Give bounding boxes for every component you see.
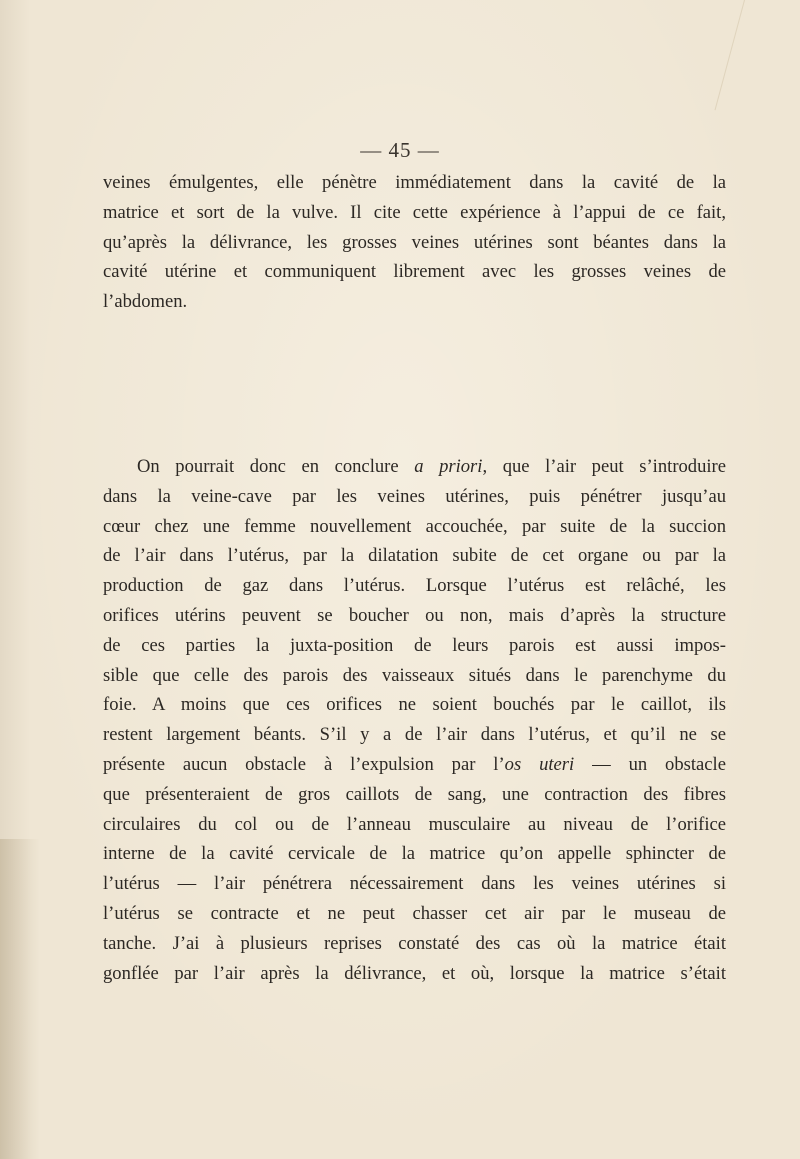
text-line: interne de la cavité cervicale de la matrice qu’on appelle sphincter de bbox=[103, 843, 726, 865]
text-line: sible que celle des parois des vaisseaux situés dans le parenchyme du bbox=[103, 664, 726, 686]
italic-text: os uteri bbox=[504, 753, 575, 775]
text-line: de l’air dans l’utérus, par la dilatation subite de cet organe ou par la bbox=[103, 545, 726, 567]
text-line: circulaires du col ou de l’anneau musculaire au niveau de l’orifice bbox=[103, 813, 726, 835]
paragraph-1 bbox=[103, 168, 726, 317]
text-line: tanche. J’ai à plusieurs reprises constaté des cas où la matrice était bbox=[103, 932, 726, 954]
text-line: orifices utérins peuvent se boucher ou non, mais d’après la structure bbox=[103, 604, 726, 626]
text-line: restent largement béants. S’il y a de l’air dans l’utérus, et qu’il ne se bbox=[103, 724, 726, 746]
text-run: — un obstacle bbox=[574, 753, 726, 775]
text-run: présente aucun obstacle à l’expulsion par l’ bbox=[103, 753, 505, 775]
text-run: , que l’air peut s’introduire bbox=[482, 456, 727, 477]
text-line: matrice et sort de la vulve. Il cite cette expérience à l’appui de ce fait, bbox=[103, 201, 726, 223]
text-line: production de gaz dans l’utérus. Lorsque l’utérus est relâché, les bbox=[103, 575, 726, 597]
paragraph-2 bbox=[103, 452, 726, 988]
text-line: cœur chez une femme nouvellement accouchée, par suite de la succion bbox=[103, 515, 726, 537]
text-line: l’abdomen. bbox=[103, 291, 188, 313]
text-line: de ces parties la juxta-position de leurs parois est aussi impos- bbox=[103, 634, 726, 656]
text-line: dans la veine-cave par les veines utérines, puis pénétrer jusqu’au bbox=[103, 485, 726, 507]
text-line: foie. A moins que ces orifices ne soient bouchés par le caillot, ils bbox=[103, 694, 726, 716]
text-line: veines émulgentes, elle pénètre immédiatement dans la cavité de la bbox=[103, 172, 726, 193]
text-run: On pourrait donc en conclure bbox=[137, 456, 415, 477]
text-line: l’utérus se contracte et ne peut chasser cet air par le museau de bbox=[103, 902, 726, 924]
text-line: que présenteraient de gros caillots de sang, une contraction des fibres bbox=[103, 783, 726, 805]
text-line: gonflée par l’air après la délivrance, et où, lorsque la matrice s’était bbox=[103, 962, 726, 984]
text-line bbox=[103, 452, 726, 482]
page-edge-shadow bbox=[0, 839, 40, 1159]
paper-mark bbox=[715, 0, 800, 126]
text-line: l’utérus — l’air pénétrera nécessairement dans les veines utérines si bbox=[103, 873, 726, 895]
italic-text: a priori bbox=[414, 456, 483, 477]
text-line bbox=[103, 750, 726, 780]
text-line: qu’après la délivrance, les grosses veines utérines sont béantes dans la bbox=[103, 231, 726, 253]
text-line: cavité utérine et communiquent librement avec les grosses veines de bbox=[103, 261, 726, 283]
page-number: — 45 — bbox=[360, 138, 440, 162]
